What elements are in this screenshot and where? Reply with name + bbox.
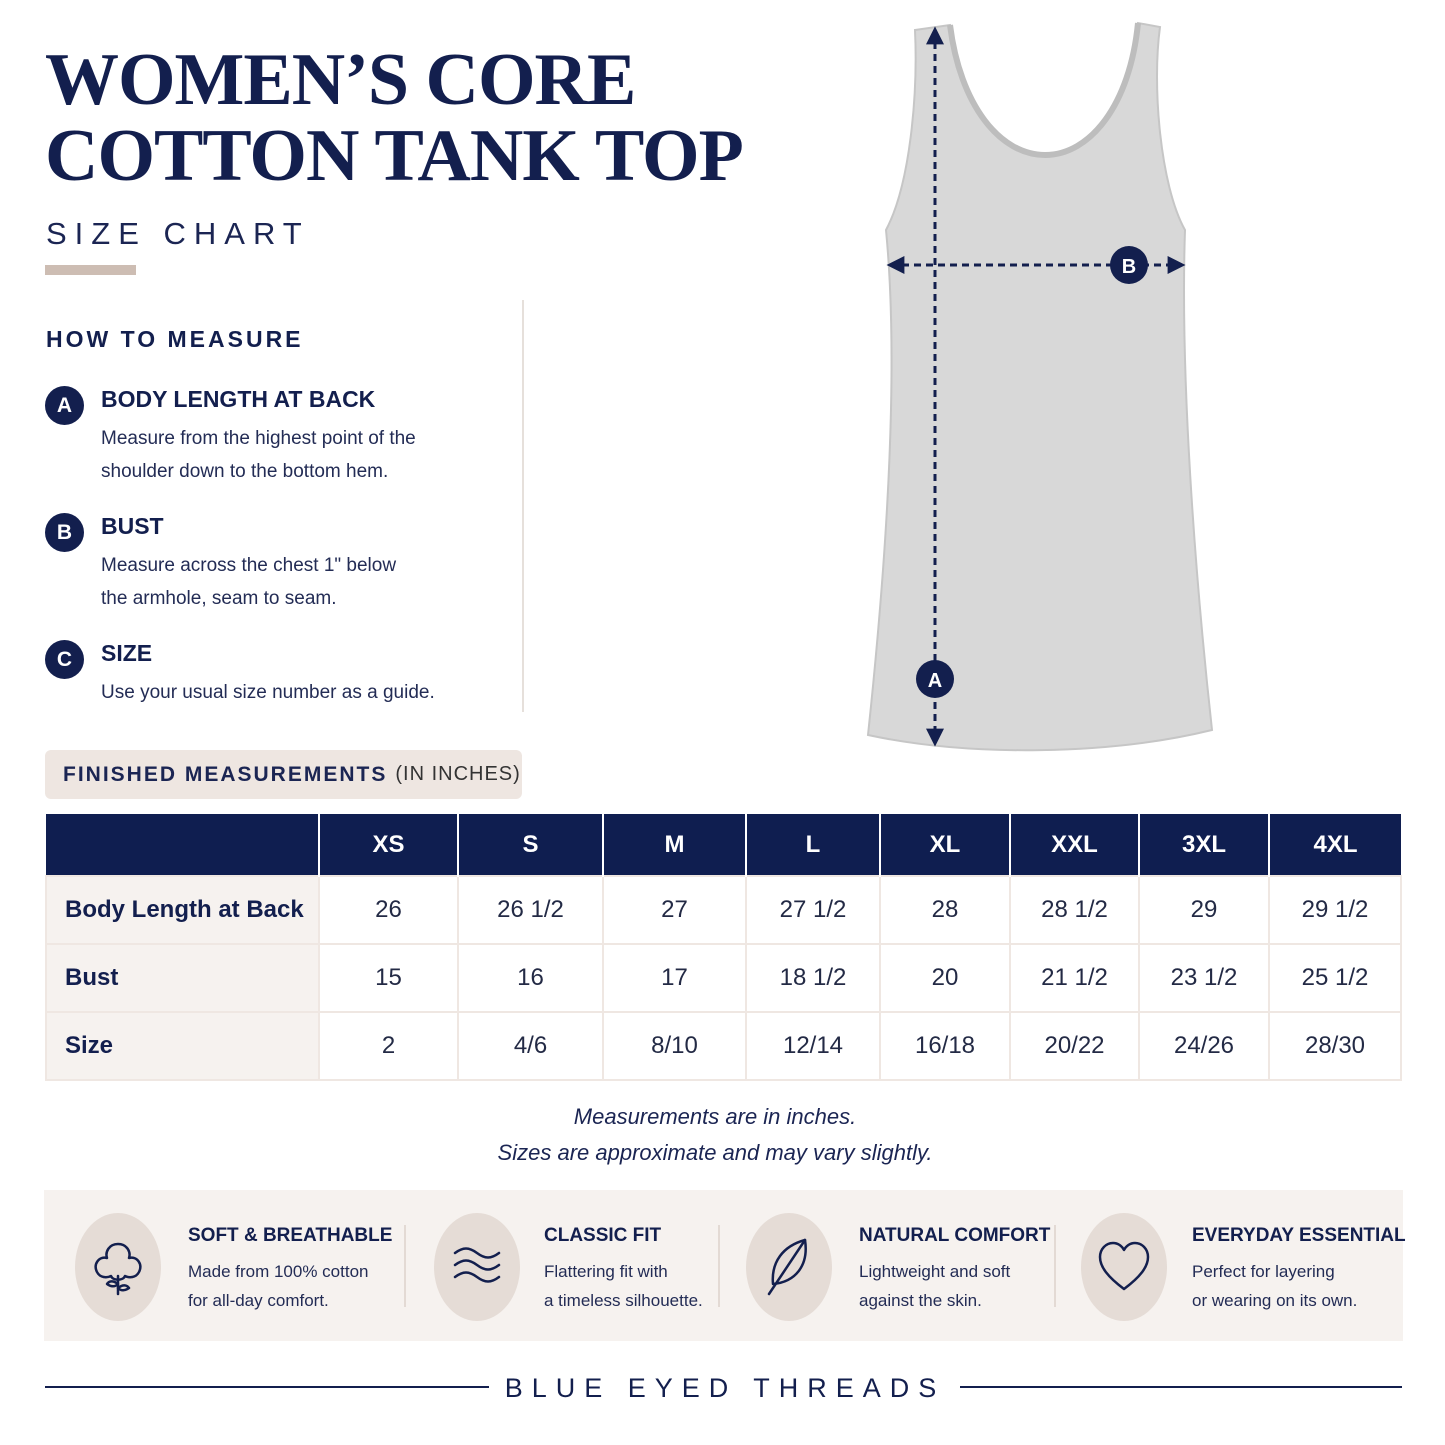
feature-natural-comfort (720, 1190, 1054, 1341)
size-header: XXL (1010, 814, 1139, 876)
step-description (101, 676, 461, 709)
page-subtitle: SIZE CHART (46, 216, 310, 251)
table-header-row (46, 814, 1401, 876)
size-header: L (746, 814, 880, 876)
step-badge-c: C (45, 640, 84, 679)
marker-b-label: B (1121, 256, 1137, 278)
finished-measurements-units: (IN INCHES) (395, 763, 521, 785)
feature-description-line: a timeless silhouette. (544, 1291, 703, 1310)
table-cell: 16/18 (880, 1012, 1010, 1080)
row-label: Body Length at Back (46, 876, 319, 944)
row-label: Bust (46, 944, 319, 1012)
finished-measurements-title: FINISHED MEASUREMENTS (63, 762, 388, 786)
feature-description (544, 1257, 703, 1315)
step-description (101, 422, 461, 488)
table-cell: 27 (603, 876, 746, 944)
table-cell: 20/22 (1010, 1012, 1139, 1080)
step-heading: BUST (101, 513, 164, 539)
step-description-line: Use your usual size number as a guide. (101, 682, 435, 703)
step-description-line: shoulder down to the bottom hem. (101, 461, 389, 482)
feature-classic-fit (406, 1190, 719, 1341)
size-header: S (458, 814, 603, 876)
feature-description-line: for all-day comfort. (188, 1291, 329, 1310)
features-band (44, 1190, 1406, 1341)
waves-icon (434, 1213, 520, 1321)
feature-description-line: Perfect for layering (1192, 1262, 1335, 1281)
table-cell: 18 1/2 (746, 944, 880, 1012)
size-header: XL (880, 814, 1010, 876)
table-cell: 26 1/2 (458, 876, 603, 944)
table-cell: 12/14 (746, 1012, 880, 1080)
table-cell: 28 (880, 876, 1010, 944)
table-cell: 25 1/2 (1269, 944, 1401, 1012)
step-description-line: Measure across the chest 1" below (101, 555, 397, 576)
feature-description-line: against the skin. (859, 1291, 982, 1310)
table-cell: 26 (319, 876, 458, 944)
tank-top-diagram (860, 15, 1220, 760)
how-to-measure-heading: HOW TO MEASURE (46, 326, 304, 352)
size-header: XS (319, 814, 458, 876)
subtitle-accent-bar (45, 265, 136, 275)
footer-rule-right (960, 1386, 1402, 1388)
section-divider (522, 300, 524, 712)
step-badge-b: B (45, 513, 84, 552)
feature-title: SOFT & BREATHABLE (188, 1225, 393, 1246)
step-description (101, 549, 461, 615)
feature-everyday-essential (1056, 1190, 1406, 1341)
cotton-icon (75, 1213, 161, 1321)
table-cell: 20 (880, 944, 1010, 1012)
feature-soft-breathable (44, 1190, 404, 1341)
note-approximate: Sizes are approximate and may vary slightly. (497, 1140, 933, 1165)
size-header: M (603, 814, 746, 876)
step-heading: SIZE (101, 640, 153, 666)
step-description-line: Measure from the highest point of the (101, 428, 416, 449)
size-header: 4XL (1269, 814, 1401, 876)
table-cell: 28 1/2 (1010, 876, 1139, 944)
title-line-1: WOMEN’S CORE (45, 39, 636, 121)
heart-icon (1081, 1213, 1167, 1321)
marker-a-label: A (927, 670, 943, 692)
table-cell: 2 (319, 1012, 458, 1080)
feature-description-line: Made from 100% cotton (188, 1262, 369, 1281)
step-heading: BODY LENGTH AT BACK (101, 386, 376, 412)
table-cell: 29 1/2 (1269, 876, 1401, 944)
feature-description-line: Flattering fit with (544, 1262, 668, 1281)
table-row (46, 1012, 1401, 1080)
size-header: 3XL (1139, 814, 1269, 876)
header-corner (46, 814, 319, 876)
feature-description-line: or wearing on its own. (1192, 1291, 1358, 1310)
tank-top-garment (868, 23, 1212, 750)
table-cell: 23 1/2 (1139, 944, 1269, 1012)
table-cell: 16 (458, 944, 603, 1012)
table-cell: 24/26 (1139, 1012, 1269, 1080)
step-badge-a: A (45, 386, 84, 425)
leaf-icon (746, 1213, 832, 1321)
feature-description (859, 1257, 1010, 1315)
size-chart-table (45, 814, 1402, 1081)
feature-description-line: Lightweight and soft (859, 1262, 1011, 1281)
table-cell: 8/10 (603, 1012, 746, 1080)
table-cell: 28/30 (1269, 1012, 1401, 1080)
table-cell: 17 (603, 944, 746, 1012)
table-cell: 27 1/2 (746, 876, 880, 944)
table-row (46, 876, 1401, 944)
note-units: Measurements are in inches. (573, 1104, 857, 1129)
step-description-line: the armhole, seam to seam. (101, 588, 337, 609)
feature-title: EVERYDAY ESSENTIAL (1192, 1225, 1406, 1246)
finished-measurements-label (45, 750, 522, 799)
table-cell: 29 (1139, 876, 1269, 944)
feature-title: NATURAL COMFORT (859, 1225, 1051, 1246)
footer-rule-left (45, 1386, 489, 1388)
table-cell: 21 1/2 (1010, 944, 1139, 1012)
row-label: Size (46, 1012, 319, 1080)
page-title (45, 39, 743, 197)
table-cell: 4/6 (458, 1012, 603, 1080)
feature-description (188, 1257, 368, 1315)
brand-name: BLUE EYED THREADS (504, 1373, 946, 1403)
feature-description (1192, 1257, 1357, 1315)
feature-title: CLASSIC FIT (544, 1225, 662, 1246)
table-row (46, 944, 1401, 1012)
title-line-2: COTTON TANK TOP (45, 115, 743, 197)
table-cell: 15 (319, 944, 458, 1012)
